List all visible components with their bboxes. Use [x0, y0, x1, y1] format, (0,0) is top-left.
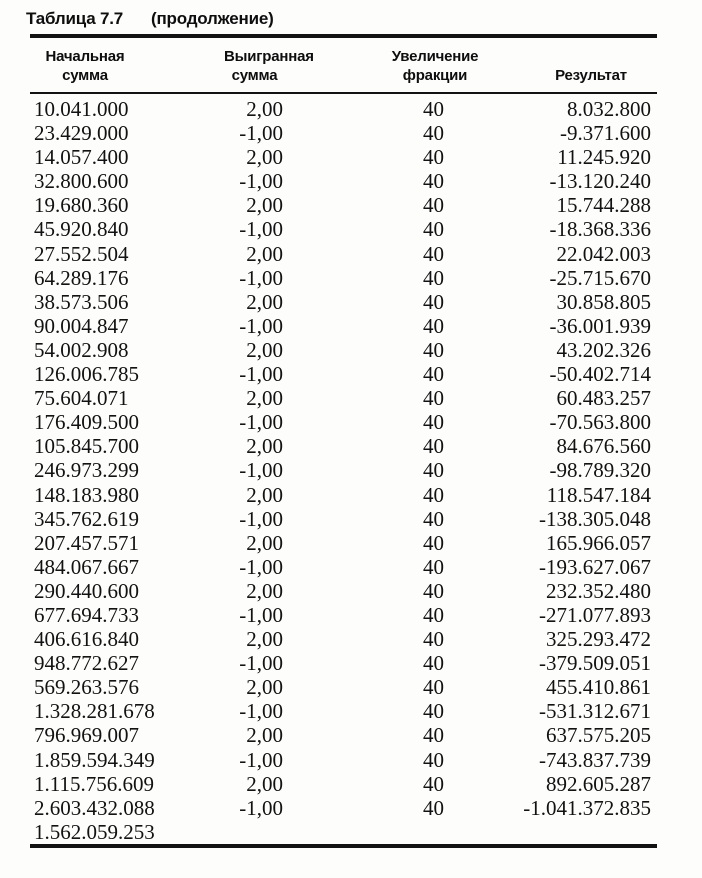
cell-won-sum: 2,00	[246, 193, 283, 218]
cell-initial-sum: 1.859.594.349	[34, 747, 155, 772]
cell-won-sum: -1,00	[239, 602, 283, 627]
cell-fraction-increase: 40	[423, 217, 444, 242]
cell-initial-sum: 1.115.756.609	[34, 771, 154, 796]
cell-initial-sum: 90.004.847	[34, 313, 129, 338]
cell-initial-sum: 19.680.360	[34, 193, 129, 218]
cell-result: 60.483.257	[556, 386, 651, 411]
table-row	[30, 627, 657, 651]
cell-fraction-increase: 40	[423, 265, 444, 290]
cell-won-sum: 2,00	[246, 482, 283, 507]
col-header-result-label: Результат	[555, 67, 627, 84]
cell-initial-sum: 1.562.059.253	[34, 819, 155, 844]
table-row	[30, 386, 657, 410]
cell-fraction-increase: 40	[423, 578, 444, 603]
header-row	[30, 36, 657, 93]
cell-initial-sum: 406.616.840	[34, 627, 139, 652]
cell-won-sum: -1,00	[239, 699, 283, 724]
col-header-initial-sum-line1: Начальная	[45, 48, 125, 65]
cell-initial-sum: 75.604.071	[34, 386, 129, 411]
cell-fraction-increase: 40	[423, 699, 444, 724]
cell-won-sum: 2,00	[246, 771, 283, 796]
cell-won-sum: 2,00	[246, 289, 283, 314]
cell-result: -743.837.739	[539, 747, 651, 772]
table-title-label: Таблица 7.7	[26, 9, 124, 28]
cell-won-sum: 2,00	[246, 145, 283, 170]
cell-initial-sum: 27.552.504	[34, 241, 129, 266]
table-row	[30, 699, 657, 723]
cell-won-sum: -1,00	[239, 506, 283, 531]
table-row	[30, 531, 657, 555]
cell-result: -379.509.051	[539, 651, 651, 676]
cell-initial-sum: 148.183.980	[34, 482, 139, 507]
cell-won-sum: 2,00	[246, 386, 283, 411]
cell-won-sum: -1,00	[239, 458, 283, 483]
cell-result: 637.575.205	[546, 723, 651, 748]
cell-fraction-increase: 40	[423, 410, 444, 435]
cell-fraction-increase: 40	[423, 482, 444, 507]
table-row	[30, 145, 657, 169]
cell-result: 15.744.288	[556, 193, 651, 218]
table-row	[30, 651, 657, 675]
table-row	[30, 483, 657, 507]
table-row	[30, 772, 657, 796]
table-row	[30, 193, 657, 217]
cell-result: 118.547.184	[546, 482, 651, 507]
cell-fraction-increase: 40	[423, 121, 444, 146]
table-row	[30, 217, 657, 241]
cell-result: -9.371.600	[560, 121, 651, 146]
cell-result: 892.605.287	[546, 771, 651, 796]
table-header	[30, 36, 657, 93]
cell-fraction-increase: 40	[423, 554, 444, 579]
cell-won-sum: -1,00	[239, 362, 283, 387]
cell-result: 8.032.800	[567, 97, 651, 121]
table-row	[30, 410, 657, 434]
cell-fraction-increase: 40	[423, 627, 444, 652]
cell-initial-sum: 246.973.299	[34, 458, 139, 483]
cell-won-sum: -1,00	[239, 121, 283, 146]
cell-fraction-increase: 40	[423, 458, 444, 483]
cell-result: 455.410.861	[546, 675, 651, 700]
cell-result: 325.293.472	[546, 627, 651, 652]
cell-fraction-increase: 40	[423, 241, 444, 266]
cell-initial-sum: 677.694.733	[34, 602, 139, 627]
cell-result: 30.858.805	[556, 289, 651, 314]
cell-fraction-increase: 40	[423, 193, 444, 218]
cell-won-sum: 2,00	[246, 723, 283, 748]
cell-initial-sum: 290.440.600	[34, 578, 139, 603]
cell-result: -98.789.320	[549, 458, 651, 483]
table-row	[30, 579, 657, 603]
table-row	[30, 748, 657, 772]
table-row	[30, 675, 657, 699]
cell-initial-sum: 484.067.667	[34, 554, 139, 579]
cell-won-sum: -1,00	[239, 313, 283, 338]
cell-fraction-increase: 40	[423, 675, 444, 700]
col-header-fraction-increase-line2: фракции	[402, 67, 468, 84]
col-header-fraction-increase	[285, 36, 505, 93]
cell-result: -13.120.240	[549, 169, 651, 194]
cell-won-sum: -1,00	[239, 217, 283, 242]
cell-initial-sum: 207.457.571	[34, 530, 139, 555]
cell-result: -50.402.714	[549, 362, 651, 387]
cell-initial-sum: 345.762.619	[34, 506, 139, 531]
cell-fraction-increase: 40	[423, 337, 444, 362]
cell-fraction-increase: 40	[423, 362, 444, 387]
cell-won-sum	[170, 820, 285, 846]
cell-won-sum: 2,00	[246, 337, 283, 362]
cell-won-sum: -1,00	[239, 747, 283, 772]
cell-fraction-increase: 40	[423, 434, 444, 459]
cell-result: -138.305.048	[539, 506, 651, 531]
cell-fraction-increase: 40	[423, 97, 444, 121]
cell-fraction-increase: 40	[423, 289, 444, 314]
cell-result: -18.368.336	[549, 217, 651, 242]
cell-initial-sum: 105.845.700	[34, 434, 139, 459]
cell-result: 84.676.560	[556, 434, 651, 459]
cell-fraction-increase: 40	[423, 386, 444, 411]
col-header-won-sum-line2: сумма	[231, 67, 278, 84]
cell-initial-sum: 54.002.908	[34, 337, 129, 362]
cell-result: -70.563.800	[549, 410, 651, 435]
cell-initial-sum: 38.573.506	[34, 289, 129, 314]
table-row	[30, 290, 657, 314]
cell-fraction-increase: 40	[423, 651, 444, 676]
col-header-won-sum-line1: Выигранная	[224, 48, 314, 65]
cell-fraction-increase: 40	[423, 771, 444, 796]
table-row	[30, 338, 657, 362]
cell-result: -25.715.670	[549, 265, 651, 290]
cell-result: 165.966.057	[546, 530, 651, 555]
cell-fraction-increase: 40	[423, 506, 444, 531]
table-row	[30, 555, 657, 579]
cell-fraction-increase: 40	[423, 723, 444, 748]
col-header-fraction-increase-line1: Увеличение	[391, 48, 479, 65]
cell-fraction-increase: 40	[423, 602, 444, 627]
table-row	[30, 314, 657, 338]
table-title-continuation: (продолжение)	[151, 9, 274, 28]
cell-won-sum: -1,00	[239, 169, 283, 194]
cell-result: 22.042.003	[556, 241, 651, 266]
cell-won-sum: 2,00	[246, 627, 283, 652]
cell-initial-sum: 569.263.576	[34, 675, 139, 700]
table-row	[30, 121, 657, 145]
table-row	[30, 796, 657, 820]
cell-result: -531.312.671	[539, 699, 651, 724]
cell-initial-sum: 14.057.400	[34, 145, 129, 170]
cell-initial-sum: 45.920.840	[34, 217, 129, 242]
cell-fraction-increase: 40	[423, 169, 444, 194]
cell-won-sum: -1,00	[239, 265, 283, 290]
cell-won-sum: -1,00	[239, 554, 283, 579]
table-row	[30, 266, 657, 290]
cell-initial-sum: 64.289.176	[34, 265, 129, 290]
cell-fraction-increase: 40	[423, 145, 444, 170]
cell-fraction-increase: 40	[423, 530, 444, 555]
table-row	[30, 603, 657, 627]
table-row	[30, 820, 657, 846]
cell-won-sum: -1,00	[239, 410, 283, 435]
table-row	[30, 723, 657, 747]
table-row	[30, 362, 657, 386]
cell-fraction-increase: 40	[423, 795, 444, 820]
cell-initial-sum: 176.409.500	[34, 410, 139, 435]
table-body	[30, 93, 657, 846]
cell-initial-sum: 32.800.600	[34, 169, 129, 194]
cell-initial-sum: 126.006.785	[34, 362, 139, 387]
cell-initial-sum: 1.328.281.678	[34, 699, 155, 724]
cell-result: -271.077.893	[539, 602, 651, 627]
col-header-won-sum	[170, 36, 314, 93]
cell-won-sum: 2,00	[246, 578, 283, 603]
cell-fraction-increase: 40	[423, 747, 444, 772]
cell-initial-sum: 948.772.627	[34, 651, 139, 676]
cell-won-sum: 2,00	[246, 675, 283, 700]
cell-won-sum: -1,00	[239, 795, 283, 820]
cell-initial-sum: 796.969.007	[34, 723, 139, 748]
data-table	[30, 34, 657, 848]
table-title	[26, 9, 274, 29]
cell-won-sum: 2,00	[246, 97, 283, 121]
cell-result	[505, 820, 657, 846]
col-header-initial-sum-line2: сумма	[62, 67, 108, 84]
cell-fraction-increase: 40	[423, 313, 444, 338]
cell-result: 232.352.480	[546, 578, 651, 603]
cell-won-sum: 2,00	[246, 241, 283, 266]
table-row	[30, 169, 657, 193]
cell-initial-sum: 10.041.000	[34, 97, 129, 121]
col-header-initial-sum	[30, 36, 170, 93]
cell-initial-sum: 2.603.432.088	[34, 795, 155, 820]
cell-result: 43.202.326	[556, 337, 651, 362]
table-row	[30, 242, 657, 266]
cell-result: -193.627.067	[539, 554, 651, 579]
table-row	[30, 434, 657, 458]
table-row	[30, 507, 657, 531]
cell-won-sum: 2,00	[246, 530, 283, 555]
cell-won-sum: -1,00	[239, 651, 283, 676]
cell-result: -1.041.372.835	[523, 795, 651, 820]
table-row	[30, 93, 657, 121]
cell-result: -36.001.939	[549, 313, 651, 338]
cell-result: 11.245.920	[557, 145, 651, 170]
cell-won-sum: 2,00	[246, 434, 283, 459]
cell-fraction-increase	[285, 820, 505, 846]
table-row	[30, 458, 657, 482]
cell-initial-sum: 23.429.000	[34, 121, 129, 146]
col-header-result	[505, 36, 657, 93]
